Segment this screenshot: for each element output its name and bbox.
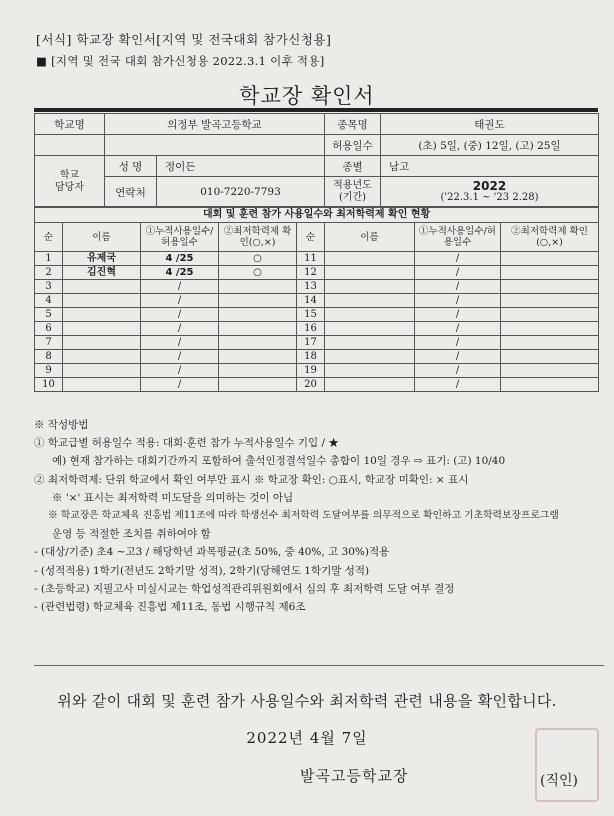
row-days-2: / bbox=[415, 294, 501, 308]
table-row bbox=[35, 252, 599, 266]
row-check bbox=[219, 322, 297, 336]
row-no: 2 bbox=[35, 266, 63, 280]
signer-name: 발곡고등학교장 bbox=[300, 767, 409, 785]
col-name-2: 이름 bbox=[325, 223, 415, 252]
row-name bbox=[63, 280, 141, 294]
row-no: 7 bbox=[35, 336, 63, 350]
bullet-law: - (관련법령) 학교체육 진흥법 제11조, 동법 시행규칙 제6조 bbox=[34, 601, 306, 614]
table-row bbox=[35, 308, 599, 322]
row-check bbox=[219, 336, 297, 350]
document-title: 학교장 확인서 bbox=[239, 84, 375, 108]
row-check-2 bbox=[501, 350, 599, 364]
year-label: 적용년도 (기간) bbox=[325, 177, 381, 208]
roster-table bbox=[34, 206, 599, 392]
row-name bbox=[63, 322, 141, 336]
event-value: 태권도 bbox=[381, 114, 599, 135]
roster-caption: 대회 및 훈련 참가 사용일수와 최저학력제 확인 현황 bbox=[35, 207, 599, 223]
title-rule bbox=[34, 108, 598, 112]
row-check bbox=[219, 280, 297, 294]
row-name-2 bbox=[325, 364, 415, 378]
row-no: 4 bbox=[35, 294, 63, 308]
col-name: 이름 bbox=[63, 223, 141, 252]
row-name bbox=[63, 364, 141, 378]
row-check bbox=[219, 378, 297, 392]
row-no-2: 14 bbox=[297, 294, 325, 308]
row-check-2 bbox=[501, 378, 599, 392]
row-check-2 bbox=[501, 336, 599, 350]
row-check-2 bbox=[501, 322, 599, 336]
row-check bbox=[219, 308, 297, 322]
note-2-law-cont: 운영 등 적절한 조치를 취하여야 함 bbox=[52, 528, 211, 541]
col-days-2: ①누적사용일수/허용일수 bbox=[415, 223, 501, 252]
bullet-elementary: - (초등학교) 지필고사 미실시교는 학업성적관리위원회에서 심의 후 최저학력 도달 여부 결정 bbox=[34, 582, 455, 595]
col-check: ②최저학력제 확인(○,×) bbox=[219, 223, 297, 252]
confirm-statement: 위와 같이 대회 및 훈련 참가 사용일수와 최저학력 관련 내용을 확인합니다. bbox=[57, 692, 557, 710]
row-no: 3 bbox=[35, 280, 63, 294]
row-name-2 bbox=[325, 378, 415, 392]
row-name: 김진혁 bbox=[63, 266, 141, 280]
row-check-2 bbox=[501, 266, 599, 280]
contact-label: 학교 담당자 bbox=[35, 156, 105, 208]
year-cell bbox=[381, 177, 599, 208]
row-days-2: / bbox=[415, 350, 501, 364]
row-name-2 bbox=[325, 280, 415, 294]
info-table bbox=[34, 113, 599, 208]
school-stamp bbox=[535, 728, 599, 802]
row-days-2: / bbox=[415, 364, 501, 378]
row-check: ○ bbox=[219, 266, 297, 280]
bullet-target: - (대상/기준) 초4 ~고3 / 해당학년 과목평균(초 50%, 중 40%, 고 30%)적용 bbox=[34, 546, 390, 559]
row-days: / bbox=[141, 364, 219, 378]
row-days: / bbox=[141, 378, 219, 392]
row-days: / bbox=[141, 322, 219, 336]
row-name: 유제국 bbox=[63, 252, 141, 266]
row-no: 1 bbox=[35, 252, 63, 266]
footer-rule bbox=[34, 665, 604, 666]
row-days-2: / bbox=[415, 280, 501, 294]
official-seal: (직인) bbox=[540, 773, 578, 789]
col-check-2: ②최저학력제 확인(○,×) bbox=[501, 223, 599, 252]
row-name-2 bbox=[325, 322, 415, 336]
row-no-2: 20 bbox=[297, 378, 325, 392]
row-name bbox=[63, 378, 141, 392]
row-days-2: / bbox=[415, 266, 501, 280]
allowed-value: (초) 5일, (중) 12일, (고) 25일 bbox=[381, 135, 599, 156]
row-name bbox=[63, 308, 141, 322]
table-row bbox=[35, 266, 599, 280]
row-days: 4 /25 bbox=[141, 252, 219, 266]
row-no: 10 bbox=[35, 378, 63, 392]
col-days: ①누적사용일수/허용일수 bbox=[141, 223, 219, 252]
signature-date: 2022년 4월 7일 bbox=[246, 729, 368, 747]
row-check-2 bbox=[501, 280, 599, 294]
school-label: 학교명 bbox=[35, 114, 105, 135]
row-name-2 bbox=[325, 308, 415, 322]
note-2: ② 최저학력제: 단위 학교에서 확인 여부만 표시 ※ 학교장 확인: ○표시, 학교장 미확인: × 표시 bbox=[34, 473, 469, 486]
notes-heading: ※ 작성방법 bbox=[34, 419, 89, 431]
row-no: 5 bbox=[35, 308, 63, 322]
year-value: 2022 bbox=[472, 179, 507, 193]
form-label: [서식] 학교장 확인서[지역 및 전국대회 참가신청용] bbox=[36, 32, 332, 47]
row-check-2 bbox=[501, 252, 599, 266]
row-no: 6 bbox=[35, 322, 63, 336]
row-check-2 bbox=[501, 364, 599, 378]
row-no-2: 12 bbox=[297, 266, 325, 280]
event-label: 종목명 bbox=[325, 114, 381, 135]
row-no-2: 15 bbox=[297, 308, 325, 322]
note-1: ① 학교급별 허용일수 적용: 대회·훈련 참가 누적사용일수 기입 / ★ bbox=[34, 437, 339, 450]
row-no-2: 11 bbox=[297, 252, 325, 266]
col-no: 순 bbox=[35, 223, 63, 252]
note-2-law: ※ 학교장은 학교체육 진흥법 제11조에 따라 학생선수 최저학력 도달여부를 의무적으로 확인하고 기초학력보장프로그램 bbox=[48, 510, 559, 522]
row-check-2 bbox=[501, 308, 599, 322]
notice-line: ■ [지역 및 전국 대회 참가신청용 2022.3.1 이후 적용] bbox=[36, 54, 325, 68]
row-days: / bbox=[141, 350, 219, 364]
instructions bbox=[34, 416, 604, 616]
table-row bbox=[35, 378, 599, 392]
row-check bbox=[219, 294, 297, 308]
row-name bbox=[63, 336, 141, 350]
row-days: / bbox=[141, 280, 219, 294]
row-days: 4 /25 bbox=[141, 266, 219, 280]
bullet-grades: - (성적적용) 1학기(전년도 2학기말 성적), 2학기(당해연도 1학기말 성적) bbox=[34, 564, 370, 577]
row-no-2: 13 bbox=[297, 280, 325, 294]
school-value: 의정부 발곡고등학교 bbox=[105, 114, 325, 135]
row-check-2 bbox=[501, 294, 599, 308]
row-no: 9 bbox=[35, 364, 63, 378]
row-check bbox=[219, 350, 297, 364]
col-no-2: 순 bbox=[297, 223, 325, 252]
table-row bbox=[35, 336, 599, 350]
table-row bbox=[35, 364, 599, 378]
note-2-sub: ※ '×' 표시는 최저학력 미도달을 의미하는 것이 아님 bbox=[52, 491, 294, 504]
row-name-2 bbox=[325, 266, 415, 280]
gender-label: 종별 bbox=[325, 156, 381, 177]
row-name-2 bbox=[325, 336, 415, 350]
row-days: / bbox=[141, 308, 219, 322]
row-days-2: / bbox=[415, 322, 501, 336]
row-name bbox=[63, 350, 141, 364]
row-days-2: / bbox=[415, 378, 501, 392]
note-1-example: 예) 현재 참가하는 대회기간까지 포함하여 출석인정결석일수 총합이 10일 경우 ⇨ 표기: (고) 10/40 bbox=[52, 455, 506, 468]
table-row bbox=[35, 280, 599, 294]
row-check bbox=[219, 364, 297, 378]
phone-label: 연락처 bbox=[105, 177, 157, 208]
phone-value: 010-7220-7793 bbox=[157, 177, 325, 208]
row-name bbox=[63, 294, 141, 308]
row-no-2: 19 bbox=[297, 364, 325, 378]
row-days: / bbox=[141, 294, 219, 308]
row-days: / bbox=[141, 336, 219, 350]
row-name-2 bbox=[325, 252, 415, 266]
allowed-label: 허용일수 bbox=[325, 135, 381, 156]
row-name-2 bbox=[325, 350, 415, 364]
row-no: 8 bbox=[35, 350, 63, 364]
row-days-2: / bbox=[415, 308, 501, 322]
row-no-2: 17 bbox=[297, 336, 325, 350]
table-row bbox=[35, 322, 599, 336]
row-check: ○ bbox=[219, 252, 297, 266]
row-days-2: / bbox=[415, 252, 501, 266]
row-name-2 bbox=[325, 294, 415, 308]
table-row bbox=[35, 294, 599, 308]
gender-value: 남고 bbox=[381, 156, 599, 177]
row-no-2: 18 bbox=[297, 350, 325, 364]
name-label: 성 명 bbox=[105, 156, 157, 177]
table-row bbox=[35, 350, 599, 364]
row-days-2: / bbox=[415, 336, 501, 350]
period-value: ('22.3.1 ~ '23 2.28) bbox=[440, 192, 539, 203]
row-no-2: 16 bbox=[297, 322, 325, 336]
name-value: 정이든 bbox=[157, 156, 325, 177]
